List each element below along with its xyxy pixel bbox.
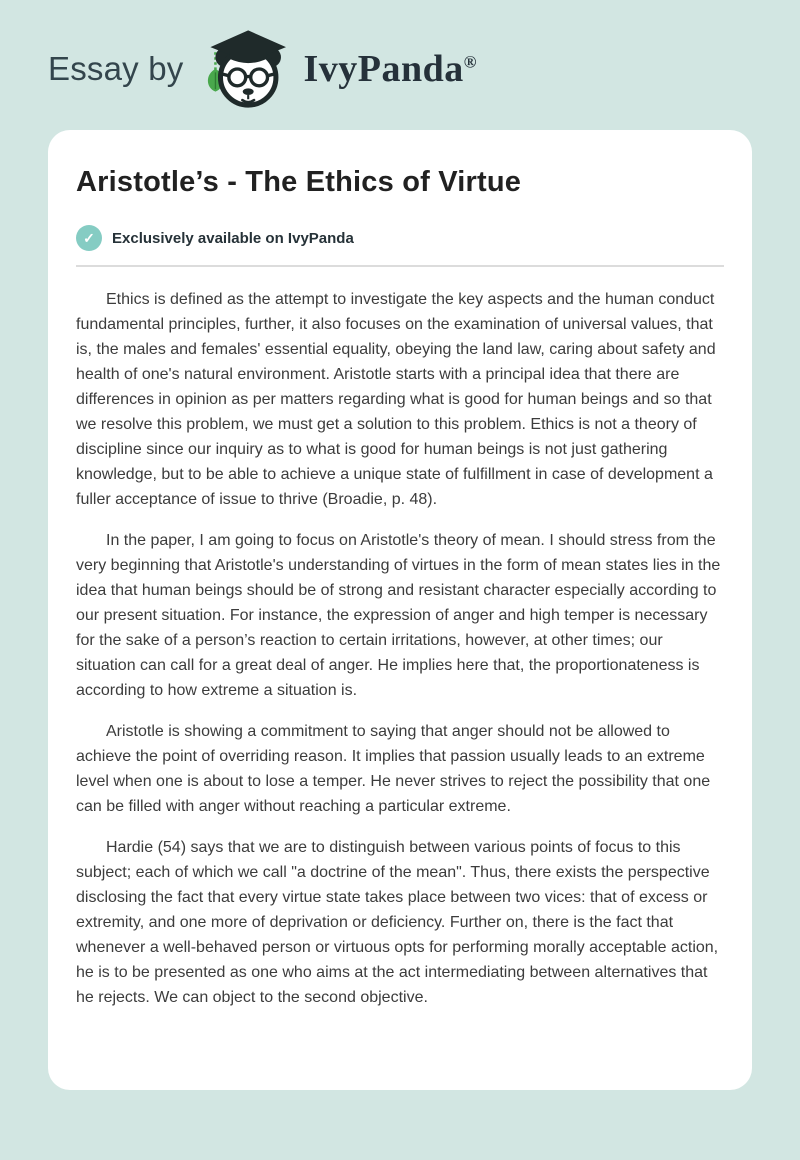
availability-badge-label: Exclusively available on IvyPanda [112, 229, 354, 247]
essay-paragraph-1: Ethics is defined as the attempt to investigate the key aspects and the human conduct fundamental principles, further, it also focuses on the examination of universal values, that is, the males and females' essential equality, obeying the land law, caring about safety and health of one's natural environment. Aristotle starts with a principal idea that there are differences in opinion as per matters regarding what is good for human beings and so that we resolve this problem, we must get a solution to this problem. Ethics is not a theory of discipline since our inquiry as to what is good for human beings is not just gathering knowledge, but to be able to achieve a unique state of fulfillment in case of development a fuller acceptance of issue to thrive (Broadie, p. 48). [76, 291, 716, 508]
brand-name: IvyPanda [303, 48, 464, 90]
essay-body [76, 287, 724, 1010]
essay-paragraph-4: Hardie (54) says that we are to distinguish between various points of focus to this subject; each of which we call "a doctrine of the mean". Thus, there exists the perspective disclosing the fact that every virtue state takes place between two vices: that of excess or extremity, and one more of deprivation or deficiency. Further on, there is the fact that whenever a well-behaved person or virtuous opts for performing morally acceptable action, he is to be presented as one who aims at the act intermediating between alternatives that he rejects. We can object to the second objective. [76, 839, 719, 1006]
brand-wordmark [304, 47, 477, 91]
essay-by-label: Essay by [48, 50, 184, 87]
essay-card [48, 130, 752, 1090]
essay-paragraph-3: Aristotle is showing a commitment to saying that anger should not be allowed to achieve the point of overriding reason. It implies that passion usually leads to an extreme level when one is about to lose a temper. He never strives to reject the possibility that one can be filled with anger without reaching a particular extreme. [76, 723, 711, 815]
checkmark-icon: ✓ [76, 225, 102, 251]
availability-badge [76, 225, 724, 251]
page-title: Aristotle’s - The Ethics of Virtue [76, 166, 522, 198]
divider [76, 265, 724, 267]
essay-paragraph-2: In the paper, I am going to focus on Aristotle's theory of mean. I should stress from the very beginning that Aristotle's understanding of virtues in the form of mean states lies in the idea that human beings should be of strong and resistant character especially according to our present situation. For instance, the expression of anger and high temper is necessary for the sake of a person’s reaction to certain irritations, however, at other times; our situation can call for a great deal of anger. He implies here that, the proportionateness is according to how extreme a situation is. [76, 532, 721, 699]
site-header [0, 0, 800, 110]
registered-trademark-symbol: ® [463, 52, 477, 72]
ivypanda-panda-logo-icon [196, 26, 292, 112]
